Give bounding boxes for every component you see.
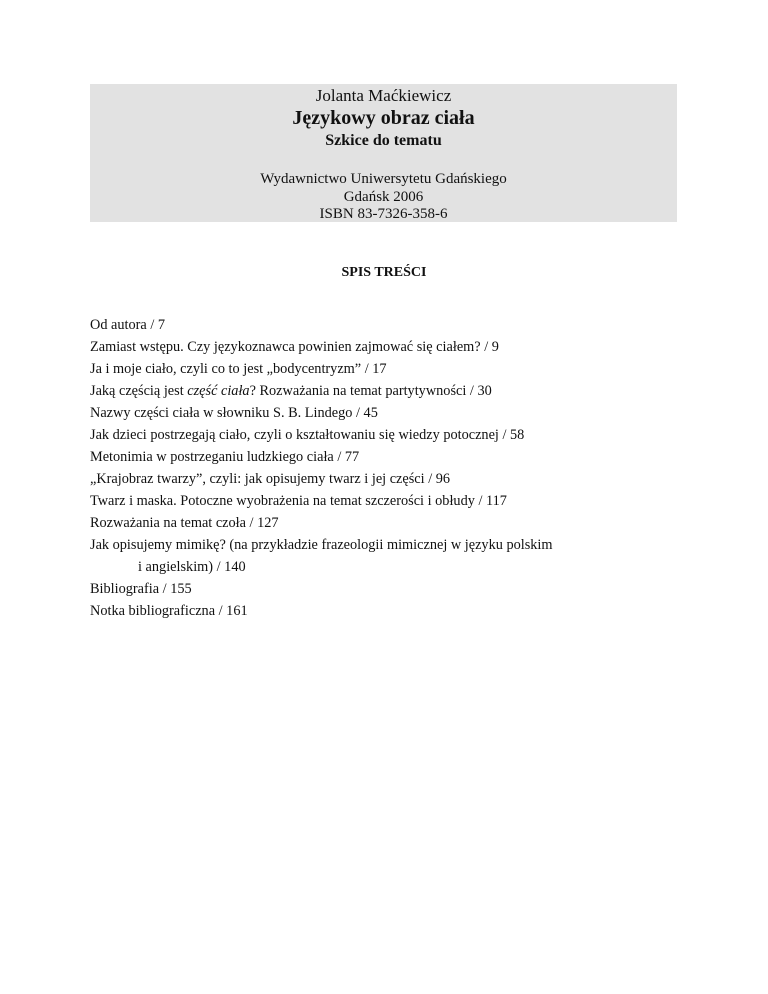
toc-entry: Jak dzieci postrzegają ciało, czyli o kształtowaniu się wiedzy potocznej / 58 [90, 427, 525, 443]
isbn: ISBN 83-7326-358-6 [319, 206, 448, 222]
toc-entry-text: ? Rozważania na temat partytywności / 30 [249, 383, 492, 399]
toc-entry-continuation: i angielskim) / 140 [138, 559, 246, 575]
book-subtitle: Szkice do tematu [325, 132, 442, 149]
place-year: Gdańsk 2006 [343, 189, 424, 205]
toc-heading: SPIS TREŚCI [341, 265, 427, 280]
toc-entry: Twarz i maska. Potoczne wyobrażenia na temat szczerości i obłudy / 117 [90, 493, 507, 509]
toc-entry: Zamiast wstępu. Czy językoznawca powinien zajmować się ciałem? / 9 [90, 339, 499, 355]
toc-entry: Nazwy części ciała w słowniku S. B. Lindego / 45 [90, 405, 378, 421]
toc-entry-italic: część ciała [187, 383, 250, 399]
toc-entry: Rozważania na temat czoła / 127 [90, 515, 279, 531]
toc-entry: Bibliografia / 155 [90, 581, 192, 597]
table-of-contents [90, 314, 710, 622]
toc-entry [90, 534, 710, 578]
toc-entry [90, 380, 710, 402]
toc-entry: Metonimia w postrzeganiu ludzkiego ciała / 77 [90, 449, 360, 465]
book-title: Językowy obraz ciała [292, 107, 475, 129]
toc-entry: „Krajobraz twarzy”, czyli: jak opisujemy twarz i jej części / 96 [90, 471, 451, 487]
toc-entry: Notka bibliograficzna / 161 [90, 603, 248, 619]
toc-entry-text: Jaką częścią jest [90, 383, 188, 399]
toc-entry: Od autora / 7 [90, 317, 166, 333]
toc-entry: Ja i moje ciało, czyli co to jest „bodycentryzm” / 17 [90, 361, 387, 377]
book-header [90, 84, 677, 222]
publisher: Wydawnictwo Uniwersytetu Gdańskiego [260, 171, 507, 187]
author-name: Jolanta Maćkiewicz [315, 86, 452, 105]
toc-entry-text: Jak opisujemy mimikę? (na przykładzie frazeologii mimicznej w języku polskim [90, 537, 553, 553]
